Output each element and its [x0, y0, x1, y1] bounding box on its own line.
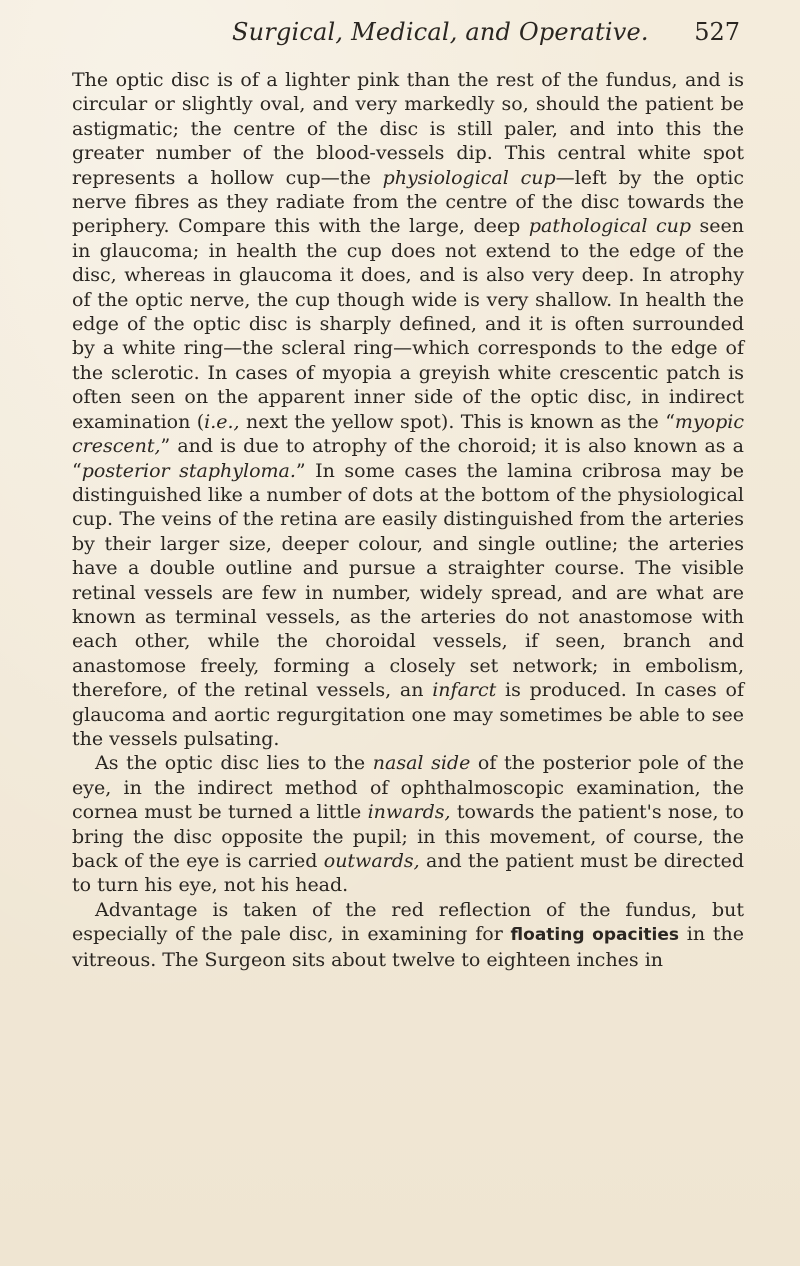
italic-term: myopic crescent,	[72, 410, 744, 458]
running-title: Surgical, Medical, and Operative.	[232, 18, 649, 46]
text-run: As the optic disc lies to the	[95, 752, 373, 775]
paragraph-nasal-side	[72, 751, 744, 897]
text-run: is produced. In cases of glaucoma and aortic regurgitation one may sometimes be able to see the vessels pulsating.	[72, 679, 744, 750]
text-run: —left by the optic nerve fibres as they radiate from the centre of the disc towards the periphery. Compare this with the large, deep	[72, 166, 745, 238]
italic-term: infarct	[432, 679, 497, 702]
italic-term: i.e.,	[204, 410, 240, 433]
page-number: 527	[694, 18, 740, 46]
text-run: ” and is due to atrophy of the choroid; it is also known as a “	[72, 435, 744, 482]
body-text	[72, 68, 744, 972]
text-run: of the posterior pole of the eye, in the indirect method of ophthalmoscopic examination, the cornea must be turned a little	[72, 752, 744, 824]
text-run: ” In some cases the lamina cribrosa may be distinguished like a number of dots at the bottom of the physiological cup. The veins of the retina are easily distinguished from the arteries by their larger size, deeper colour, and single outline; the arteries have a double outline and pursue a straighter course. The visible retinal vessels are few in number, widely spread, and are what are known as terminal vessels, as the arteries do not anastomose with each other, while the choroidal vessels, if seen, branch and anastomose freely, forming a closely set network; in embolism, therefore, of the retinal vessels, an	[72, 459, 744, 702]
text-run: next the yellow spot). This is known as the “	[239, 410, 675, 433]
paragraph-floating-opacities	[72, 898, 744, 972]
paragraph-optic-disc	[72, 68, 744, 751]
text-run: towards the patient's nose, to bring the disc opposite the pupil; in this movement, of course, the back of the eye is carried	[72, 801, 744, 872]
text-run: The optic disc is of a lighter pink than the rest of the fundus, and is circular or slightly oval, and very markedly so, should the patient be astigmatic; the centre of the disc is still paler, and into this the greater number of the blood-vessels dip. This central white spot represents a hollow cup—the	[72, 69, 744, 189]
text-run: Advantage is taken of the red reflection of the fundus, but especially of the pale disc, in examining for	[72, 898, 744, 946]
running-head	[0, 18, 800, 48]
text-run: and the patient must be directed to turn his eye, not his head.	[72, 850, 744, 897]
italic-term: physiological cup	[382, 166, 556, 189]
italic-term: outwards,	[323, 850, 420, 872]
italic-term: nasal side	[372, 752, 471, 775]
bold-term: floating opacities	[510, 925, 680, 946]
text-run: in the vitreous. The Surgeon sits about twelve to eighteen inches in	[72, 923, 744, 971]
italic-term: inwards,	[367, 801, 451, 824]
text-run: seen in glaucoma; in health the cup does not extend to the edge of the disc, whereas in glaucoma it does, and is also very deep. In atrophy of the optic nerve, the cup though wide is very shallow. In health the edge of the optic disc is sharply defined, and it is often surrounded by a white ring—the scleral ring—which corresponds to the edge of the sclerotic. In cases of myopia a greyish white crescentic patch is often seen on the apparent inner side of the optic disc, in indirect examination (	[72, 215, 745, 433]
italic-term: pathological cup	[528, 215, 691, 238]
italic-term: posterior staphyloma.	[81, 459, 296, 482]
